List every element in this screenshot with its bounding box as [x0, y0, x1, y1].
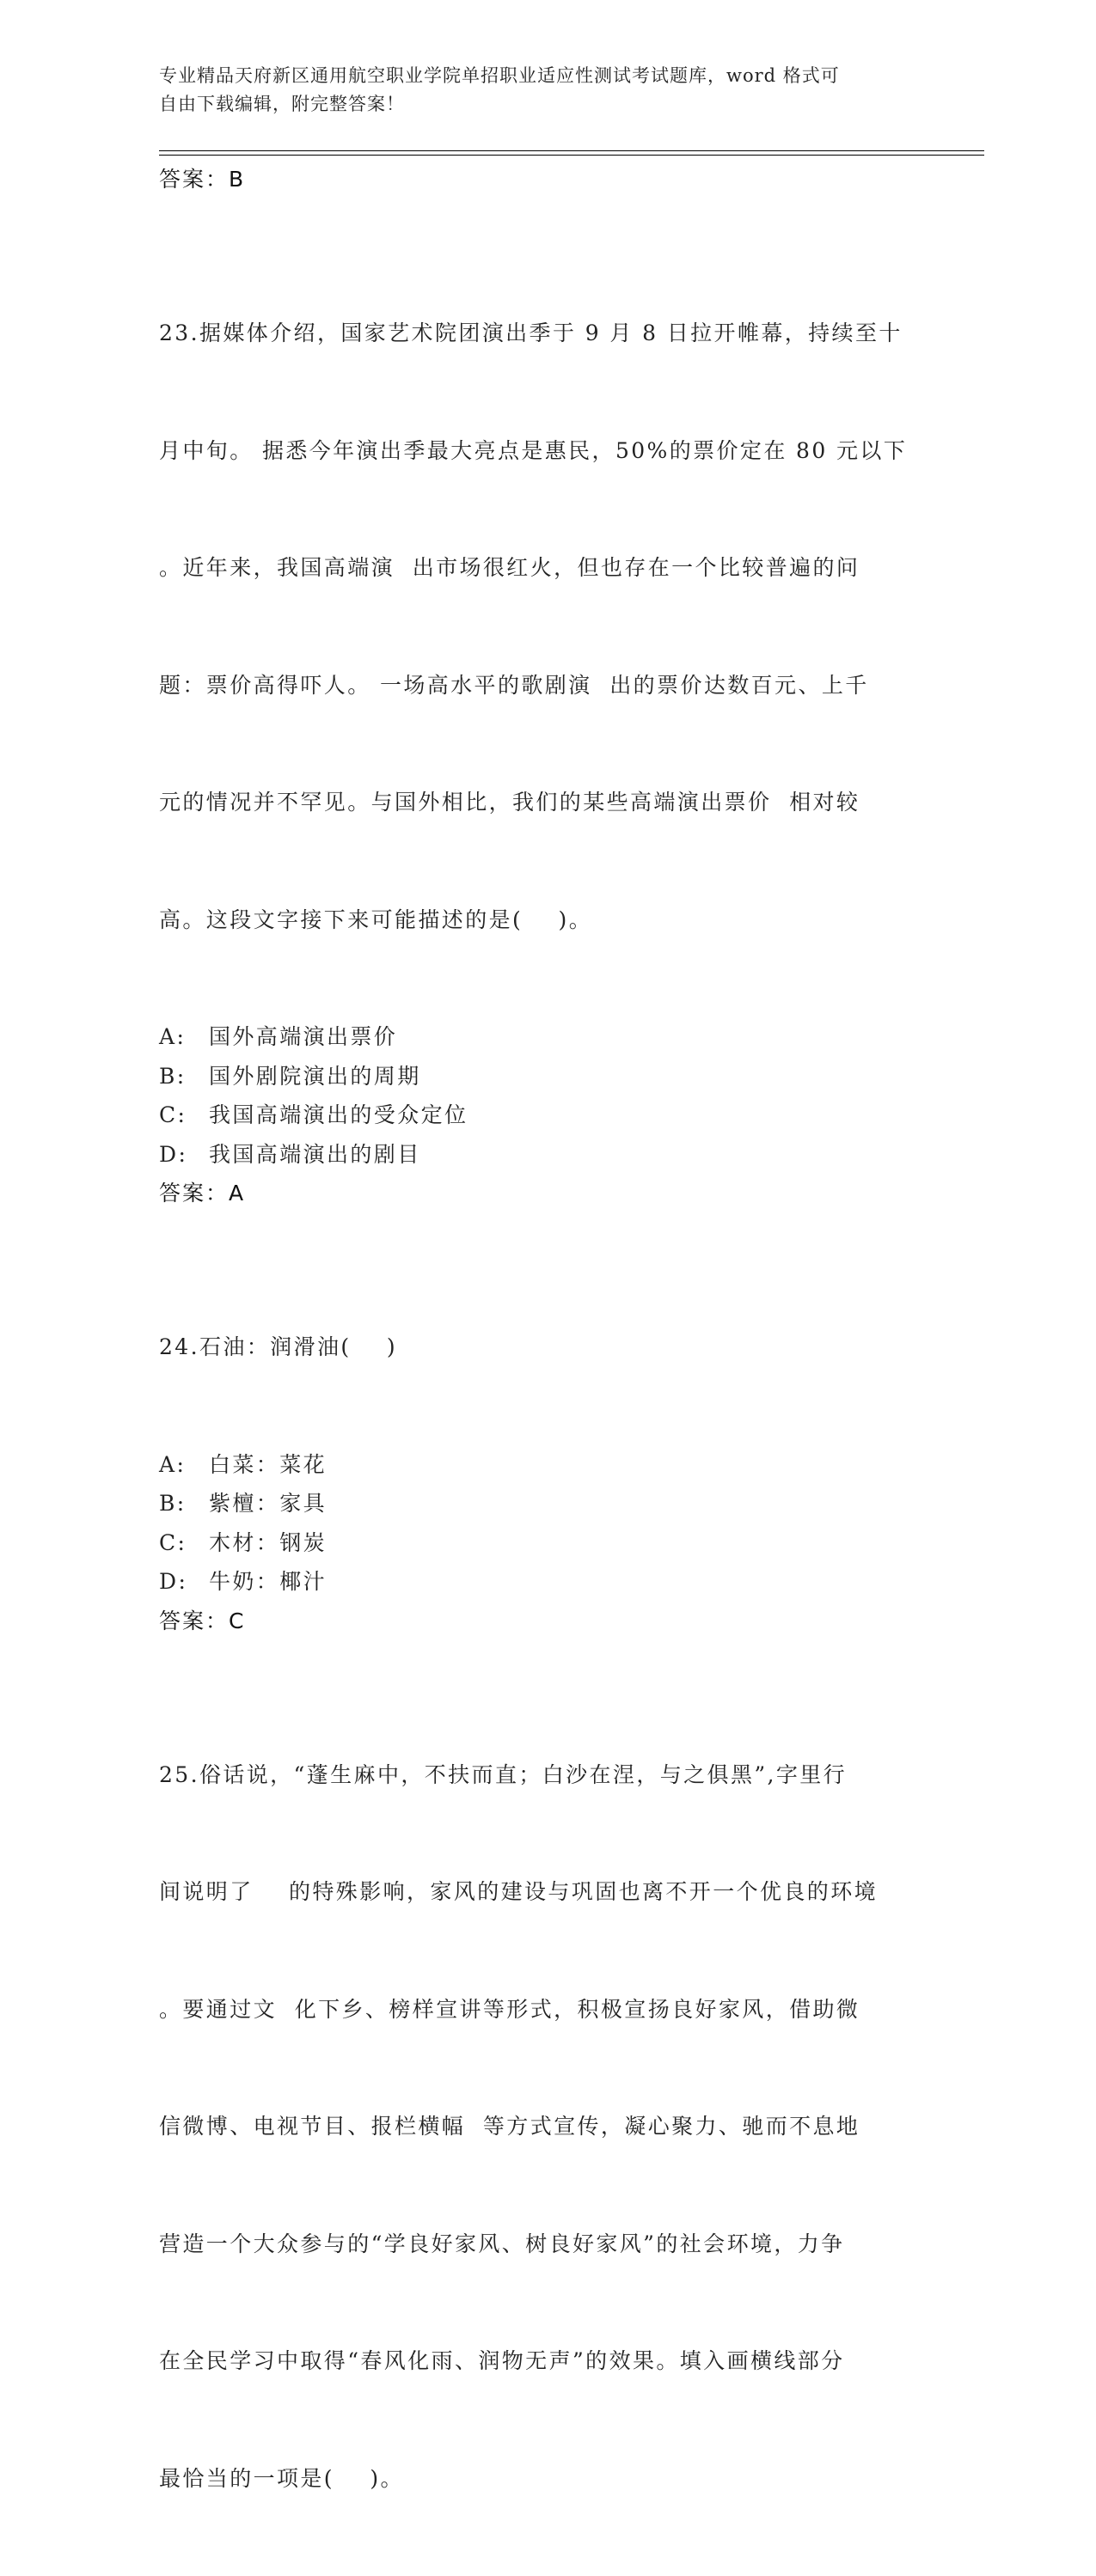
header-rule-bottom — [159, 155, 984, 156]
option-letter: C: — [159, 1096, 209, 1135]
option-letter: B: — [159, 1057, 209, 1096]
document-body — [159, 160, 915, 2576]
block-gap — [159, 1213, 915, 1249]
header-rule-top — [159, 150, 984, 151]
block-gap — [159, 199, 915, 235]
answer-24: 答案：C — [159, 1602, 915, 1641]
page-header — [159, 62, 915, 119]
option-text: 牛奶：椰汁 — [209, 1562, 327, 1602]
option-text: 白菜：菜花 — [209, 1445, 327, 1485]
option-d — [159, 1562, 915, 1602]
question-24-stem — [159, 1249, 915, 1445]
stem-line: 23.据媒体介绍，国家艺术院团演出季于 9 月 8 日拉开帷幕，持续至十 — [159, 314, 915, 353]
stem-line: 营造一个大众参与的“学良好家风、树良好家风”的社会环境，力争 — [159, 2225, 915, 2264]
option-text: 国外剧院演出的周期 — [209, 1057, 421, 1096]
stem-line: 。近年来，我国高端演 出市场很红火，但也存在一个比较普遍的问 — [159, 548, 915, 588]
option-b — [159, 1057, 915, 1096]
header-line-1: 专业精品天府新区通用航空职业学院单招职业适应性测试考试题库，word 格式可 — [159, 62, 915, 90]
option-b — [159, 1484, 915, 1523]
option-letter: D: — [159, 1562, 209, 1602]
option-letter: B: — [159, 1484, 209, 1523]
question-23-stem — [159, 235, 915, 1017]
option-text: 木材：钢炭 — [209, 1523, 327, 1563]
stem-line: 元的情况并不罕见。与国外相比，我们的某些高端演出票价 相对较 — [159, 783, 915, 822]
stem-line: 月中旬。 据悉今年演出季最大亮点是惠民，50%的票价定在 80 元以下 — [159, 431, 915, 471]
stem-line: 信微博、电视节目、报栏横幅 等方式宣传，凝心聚力、驰而不息地 — [159, 2107, 915, 2146]
option-a — [159, 1445, 915, 1485]
stem-line: 在全民学习中取得“春风化雨、润物无声”的效果。填入画横线部分 — [159, 2341, 915, 2381]
stem-line: 25.俗话说，“蓬生麻中，不扶而直；白沙在涅，与之俱黑”,字里行 — [159, 1755, 915, 1795]
option-text: 我国高端演出的受众定位 — [209, 1096, 468, 1135]
option-a — [159, 1017, 915, 1057]
option-c — [159, 1096, 915, 1135]
stem-line: 。要通过文 化下乡、榜样宣讲等形式，积极宣扬良好家风，借助微 — [159, 1990, 915, 2030]
stem-line: 题：票价高得吓人。 一场高水平的歌剧演 出的票价达数百元、上千 — [159, 666, 915, 705]
question-25 — [159, 1677, 915, 2576]
stem-line: 高。这段文字接下来可能描述的是( )。 — [159, 900, 915, 940]
option-d — [159, 1135, 915, 1175]
option-letter: D: — [159, 1135, 209, 1175]
answer-23: 答案：A — [159, 1174, 915, 1213]
stem-line: 最恰当的一项是( )。 — [159, 2459, 915, 2499]
question-23 — [159, 235, 915, 1213]
question-24 — [159, 1249, 915, 1641]
option-text: 我国高端演出的剧目 — [209, 1135, 421, 1175]
answer-22: 答案：B — [159, 160, 915, 199]
block-gap — [159, 1641, 915, 1677]
option-letter: C: — [159, 1523, 209, 1563]
option-letter: A: — [159, 1017, 209, 1057]
header-line-2: 自由下载编辑，附完整答案！ — [159, 90, 915, 119]
stem-line: 24.石油：润滑油( ) — [159, 1328, 915, 1367]
option-letter: A: — [159, 1445, 209, 1485]
option-text: 国外高端演出票价 — [209, 1017, 397, 1057]
question-25-stem — [159, 1677, 915, 2576]
option-text: 紫檀：家具 — [209, 1484, 327, 1523]
stem-line: 间说明了 的特殊影响，家风的建设与巩固也离不开一个优良的环境 — [159, 1872, 915, 1912]
option-c — [159, 1523, 915, 1563]
